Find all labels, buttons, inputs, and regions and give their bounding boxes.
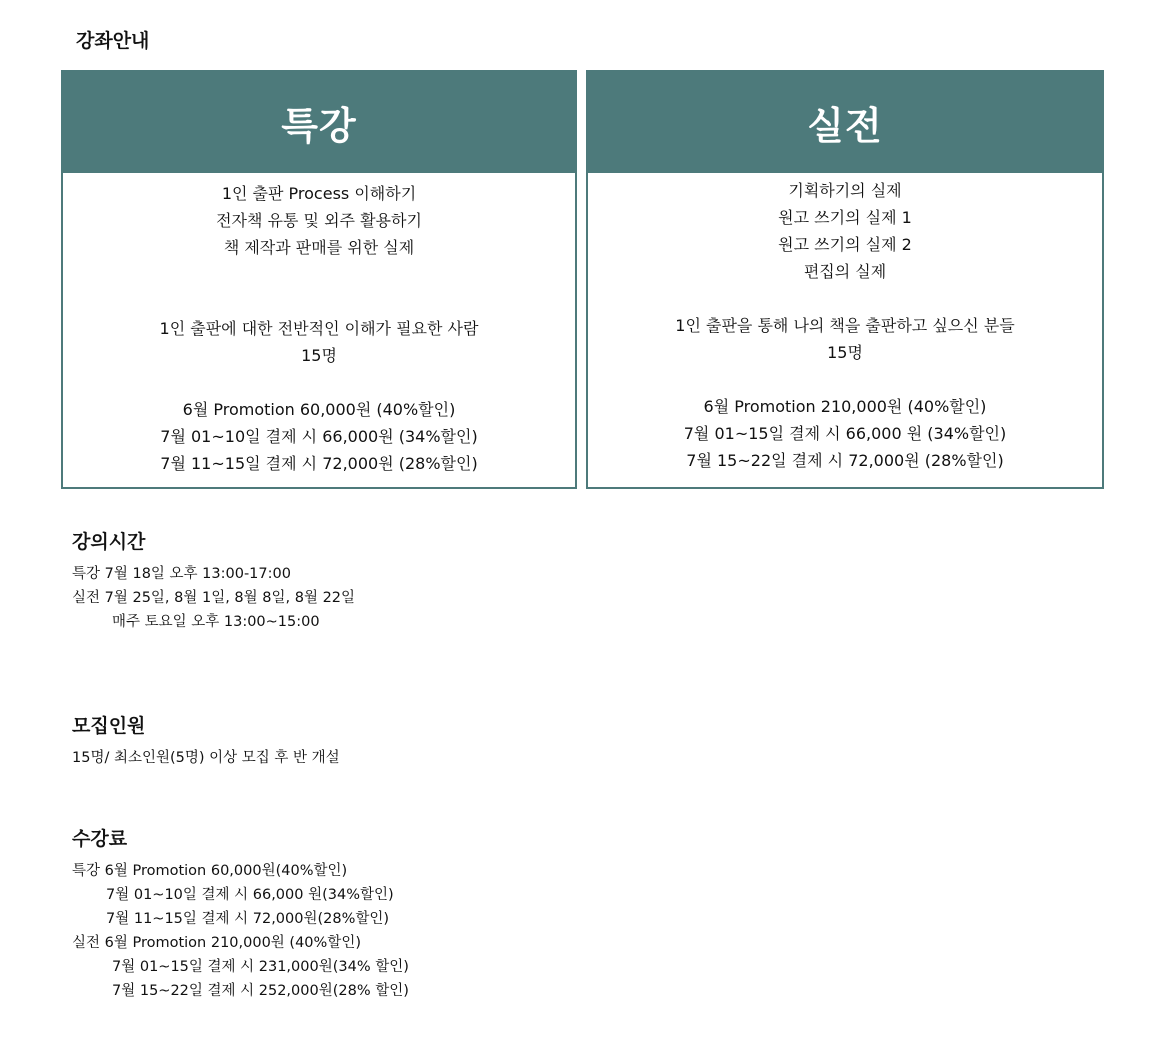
capacity: 15명 xyxy=(827,343,863,362)
schedule-line: 실전 7월 25일, 8월 1일, 8월 8일, 8월 22일 xyxy=(72,590,356,606)
schedule-section xyxy=(72,527,355,634)
course-card-practical xyxy=(586,70,1104,489)
recruit-line: 15명/ 최소인원(5명) 이상 모집 후 반 개설 xyxy=(72,750,340,766)
schedule-line: 특강 7월 18일 오후 13:00-17:00 xyxy=(72,566,291,582)
topic-line: 전자책 유통 및 외주 활용하기 xyxy=(216,211,422,230)
card-title: 특강 xyxy=(281,104,357,148)
fee-line: 특강 6월 Promotion 60,000원(40%할인) xyxy=(72,863,348,879)
section-title: 수강료 xyxy=(72,828,128,850)
target-audience: 1인 출판에 대한 전반적인 이해가 필요한 사람 xyxy=(159,319,479,338)
topic-line: 원고 쓰기의 실제 2 xyxy=(778,235,912,254)
card-title: 실전 xyxy=(807,104,883,148)
capacity: 15명 xyxy=(301,346,337,365)
course-card-special xyxy=(61,70,577,489)
price-line: 7월 15~22일 결제 시 72,000원 (28%할인) xyxy=(686,451,1004,470)
price-line: 7월 01~15일 결제 시 66,000 원 (34%할인) xyxy=(683,424,1007,443)
price-line: 6월 Promotion 60,000원 (40%할인) xyxy=(182,400,456,419)
fee-line: 7월 15~22일 결제 시 252,000원(28% 할인) xyxy=(112,983,409,999)
card-header xyxy=(63,72,575,173)
fee-line: 실전 6월 Promotion 210,000원 (40%할인) xyxy=(72,935,361,951)
price-line: 7월 11~15일 결제 시 72,000원 (28%할인) xyxy=(160,454,478,473)
fee-line: 7월 01~15일 결제 시 231,000원(34% 할인) xyxy=(112,959,409,975)
topic-line: 기획하기의 실제 xyxy=(788,181,902,200)
price-line: 7월 01~10일 결제 시 66,000원 (34%할인) xyxy=(160,427,478,446)
card-body xyxy=(63,173,575,477)
topic-line: 원고 쓰기의 실제 1 xyxy=(778,208,912,227)
card-header xyxy=(588,72,1102,173)
topic-line: 1인 출판 Process 이해하기 xyxy=(221,184,417,203)
card-body xyxy=(588,173,1102,474)
topic-line: 책 제작과 판매를 위한 실제 xyxy=(223,238,415,257)
page-title: 강좌안내 xyxy=(76,30,150,52)
schedule-line: 매주 토요일 오후 13:00~15:00 xyxy=(112,614,320,630)
topic-line: 편집의 실제 xyxy=(803,262,887,281)
fee-line: 7월 01~10일 결제 시 66,000 원(34%할인) xyxy=(106,887,394,903)
fee-section xyxy=(72,824,409,1003)
section-title: 강의시간 xyxy=(72,531,146,553)
recruit-section xyxy=(72,711,340,770)
section-title: 모집인원 xyxy=(72,715,146,737)
target-audience: 1인 출판을 통해 나의 책을 출판하고 싶으신 분들 xyxy=(675,316,1015,335)
fee-line: 7월 11~15일 결제 시 72,000원(28%할인) xyxy=(106,911,390,927)
price-line: 6월 Promotion 210,000원 (40%할인) xyxy=(703,397,987,416)
